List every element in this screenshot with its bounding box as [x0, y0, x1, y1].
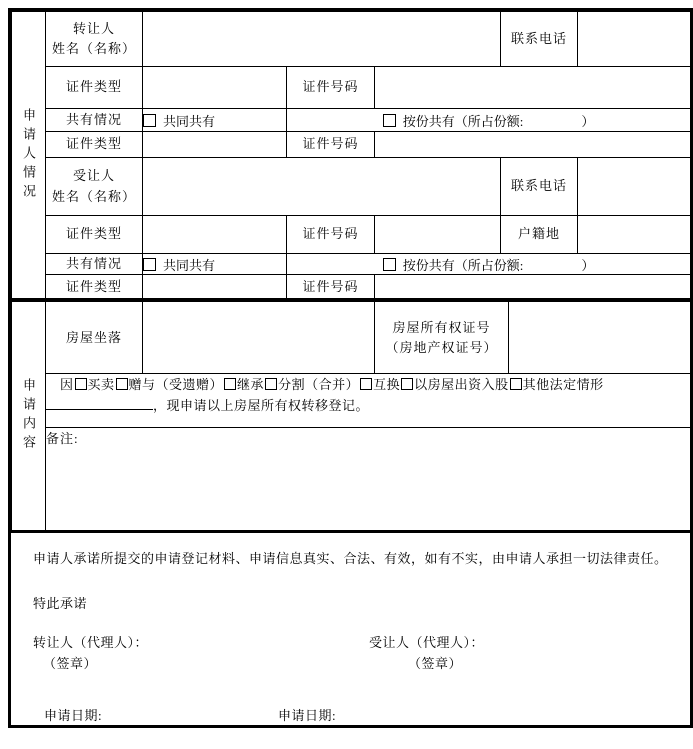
transferor-co-owner-id-number-label: 证件号码: [287, 132, 375, 158]
transferor-phone-input[interactable]: [578, 12, 691, 67]
application-date-label-right: 申请日期:: [278, 708, 337, 724]
transferee-id-type-input[interactable]: [143, 216, 287, 254]
transferee-phone-label: 联系电话: [501, 158, 578, 216]
transferee-co-owner-id-number-label: 证件号码: [287, 275, 375, 299]
transferor-co-owner-id-number-input[interactable]: [375, 132, 691, 158]
transferee-share-ownership-checkbox[interactable]: [383, 258, 396, 271]
transferee-co-ownership-label: 共有情况: [46, 254, 143, 275]
transferee-id-type-label: 证件类型: [46, 216, 143, 254]
transferee-id-number-input[interactable]: [375, 216, 501, 254]
commitment-close: 特此承诺: [33, 596, 88, 612]
reason-inheritance-checkbox[interactable]: [224, 378, 236, 390]
reason-text-segment: 赠与（受遗赠）: [128, 377, 224, 393]
reason-text-segment: 以房屋出资入股: [414, 377, 509, 393]
reason-text-segment: 分割（合并）: [278, 377, 360, 393]
reason-text-segment: 因: [60, 377, 74, 393]
transferor-co-owner-id-type-input[interactable]: [143, 132, 287, 158]
ownership-certificate-input[interactable]: [509, 302, 691, 374]
transferee-id-number-label: 证件号码: [287, 216, 375, 254]
application-date-label-left: 申请日期:: [44, 708, 103, 724]
transferee-seal-label: （签章）: [408, 656, 463, 672]
transferee-joint-ownership-label: 共同共有: [163, 257, 216, 273]
transferee-share-ownership-label-close: ）: [581, 257, 595, 273]
transferee-share-ownership-label: 按份共有（所占份额:: [402, 257, 524, 273]
reason-investment-checkbox[interactable]: [401, 378, 413, 390]
remark-cell[interactable]: [46, 428, 691, 531]
reason-text-segment: 买卖: [87, 377, 115, 393]
commitment-section: [11, 531, 690, 725]
transferor-share-ownership-option[interactable]: [287, 109, 691, 132]
commitment-text: 申请人承诺所提交的申请登记材料、申请信息真实、合法、有效，如有不实，由申请人承担一切法律责任。: [33, 551, 668, 567]
reason-division-checkbox[interactable]: [265, 378, 277, 390]
applicant-info-table: [11, 11, 691, 299]
applicant-section-side-label: [12, 12, 46, 299]
transferee-name-label: 受让人 姓名（名称）: [46, 158, 143, 216]
application-content-section: [11, 299, 690, 531]
transferor-joint-ownership-checkbox[interactable]: [143, 114, 156, 127]
transferor-id-number-label: 证件号码: [287, 67, 375, 109]
reason-text-segment: 继承: [237, 377, 265, 393]
house-location-input[interactable]: [143, 302, 375, 374]
transferor-id-type-label: 证件类型: [46, 67, 143, 109]
reason-other-checkbox[interactable]: [510, 378, 522, 390]
transferor-share-ownership-checkbox[interactable]: [383, 114, 396, 127]
house-location-label: 房屋坐落: [46, 302, 143, 374]
transferor-name-label: 转让人 姓名（名称）: [46, 12, 143, 67]
transferee-co-owner-id-number-input[interactable]: [375, 275, 691, 299]
transferor-joint-ownership-label: 共同共有: [163, 113, 216, 129]
transferor-signature-label: 转让人（代理人）：: [33, 635, 149, 651]
transferee-name-input[interactable]: [143, 158, 501, 216]
transferee-share-ownership-option[interactable]: [287, 254, 691, 275]
transfer-reason-cell: [46, 374, 691, 428]
application-content-table: [11, 301, 691, 531]
transferee-co-owner-id-type-input[interactable]: [143, 275, 287, 299]
transferor-name-input[interactable]: [143, 12, 501, 67]
transferee-residence-label: 户籍地: [501, 216, 578, 254]
transferee-residence-input[interactable]: [578, 216, 691, 254]
reason-text-segment: ，现申请以上房屋所有权转移登记。: [153, 398, 370, 414]
transferor-co-ownership-label: 共有情况: [46, 109, 143, 132]
transferor-phone-label: 联系电话: [501, 12, 578, 67]
content-section-side-label: [12, 302, 46, 531]
content-section-side-label-text: 申请内容: [21, 378, 36, 455]
reason-text-segment: 互换: [373, 377, 401, 393]
transferor-co-owner-id-type-label: 证件类型: [46, 132, 143, 158]
transferee-signature-label: 受让人（代理人）：: [369, 635, 485, 651]
reason-sale-checkbox[interactable]: [75, 378, 87, 390]
transferee-joint-ownership-checkbox[interactable]: [143, 258, 156, 271]
reason-other-blank[interactable]: [46, 396, 153, 410]
transferor-id-number-input[interactable]: [375, 67, 691, 109]
reason-gift-checkbox[interactable]: [116, 378, 128, 390]
transferor-share-ownership-label: 按份共有（所占份额:: [402, 113, 524, 129]
reason-text-segment: 其他法定情形: [522, 377, 604, 393]
transferor-joint-ownership-option[interactable]: [143, 109, 287, 132]
transfer-registration-form: [8, 8, 693, 728]
applicant-section-side-label-text: 申请人情况: [21, 107, 36, 203]
transferor-id-type-input[interactable]: [143, 67, 287, 109]
transferee-co-owner-id-type-label: 证件类型: [46, 275, 143, 299]
reason-exchange-checkbox[interactable]: [360, 378, 372, 390]
remark-label: 备注:: [46, 431, 79, 447]
transferor-seal-label: （签章）: [43, 656, 98, 672]
transferee-joint-ownership-option[interactable]: [143, 254, 287, 275]
transferee-phone-input[interactable]: [578, 158, 691, 216]
ownership-certificate-label: 房屋所有权证号 （房地产权证号）: [375, 302, 509, 374]
transferor-share-ownership-label-close: ）: [581, 113, 595, 129]
